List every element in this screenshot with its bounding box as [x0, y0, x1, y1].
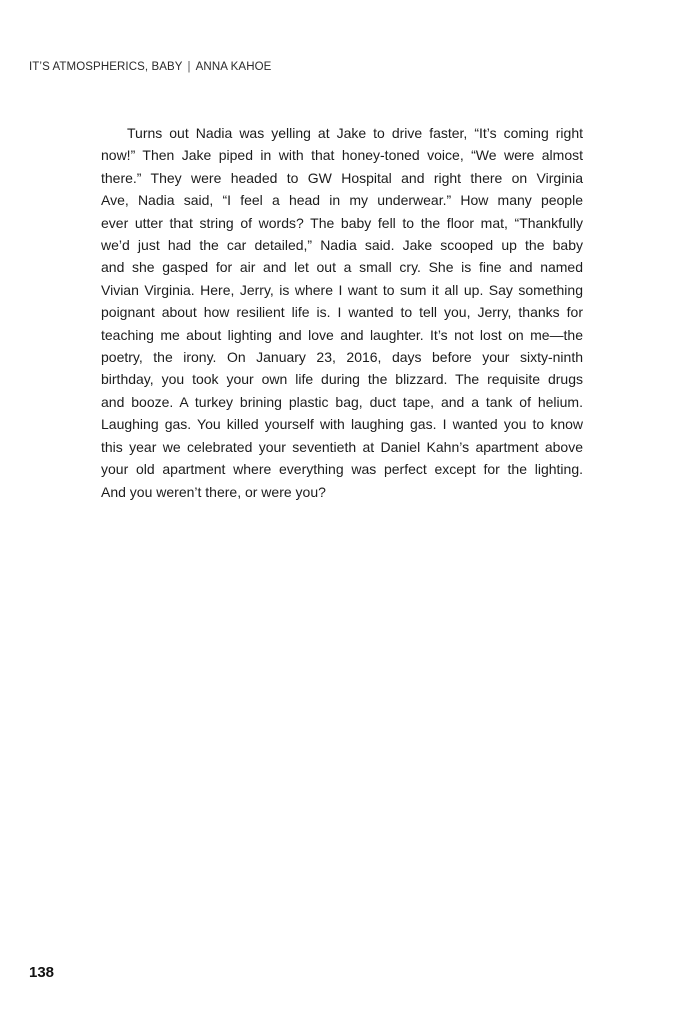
text-line: and booze. A turkey brining plastic bag, duct tape, and a tank of helium. — [101, 393, 583, 410]
text-line: poetry, the irony. On January 23, 2016, days before your sixty-ninth — [101, 349, 583, 366]
text-line: now!” Then Jake piped in with that honey-toned voice, “We were almost — [101, 147, 583, 164]
text-line: birthday, you took your own life during the blizzard. The requisite drugs — [101, 371, 583, 388]
text-line: Vivian Virginia. Here, Jerry, is where I want to sum it all up. Say something — [101, 281, 583, 298]
text-line: this year we celebrated your seventieth at Daniel Kahn’s apartment above — [101, 438, 583, 455]
text-line: your old apartment where everything was perfect except for the lighting. — [101, 461, 583, 478]
text-line: teaching me about lighting and love and laughter. It’s not lost on me—the — [101, 326, 583, 343]
author-name: ANNA KAHOE — [195, 61, 272, 73]
text-line: and she gasped for air and let out a small cry. She is fine and named — [101, 259, 583, 276]
header-separator: | — [187, 61, 191, 73]
text-line: there.” They were headed to GW Hospital and right there on Virginia — [101, 169, 583, 186]
text-line: poignant about how resilient life is. I wanted to tell you, Jerry, thanks for — [101, 304, 583, 321]
text-line: And you weren’t there, or were you? — [101, 483, 326, 500]
page-number: 138 — [29, 964, 55, 981]
text-line: Ave, Nadia said, “I feel a head in my underwear.” How many people — [101, 192, 583, 209]
text-line: ever utter that string of words? The baby fell to the floor mat, “Thankfully — [101, 214, 583, 231]
text-line: we’d just had the car detailed,” Nadia said. Jake scooped up the baby — [101, 237, 583, 254]
text-line: Turns out Nadia was yelling at Jake to drive faster, “It’s coming right — [127, 125, 583, 141]
body-paragraph — [101, 122, 583, 503]
text-line: Laughing gas. You killed yourself with laughing gas. I wanted you to know — [101, 416, 583, 433]
running-header — [29, 61, 271, 73]
book-title: IT’S ATMOSPHERICS, BABY — [29, 61, 183, 73]
